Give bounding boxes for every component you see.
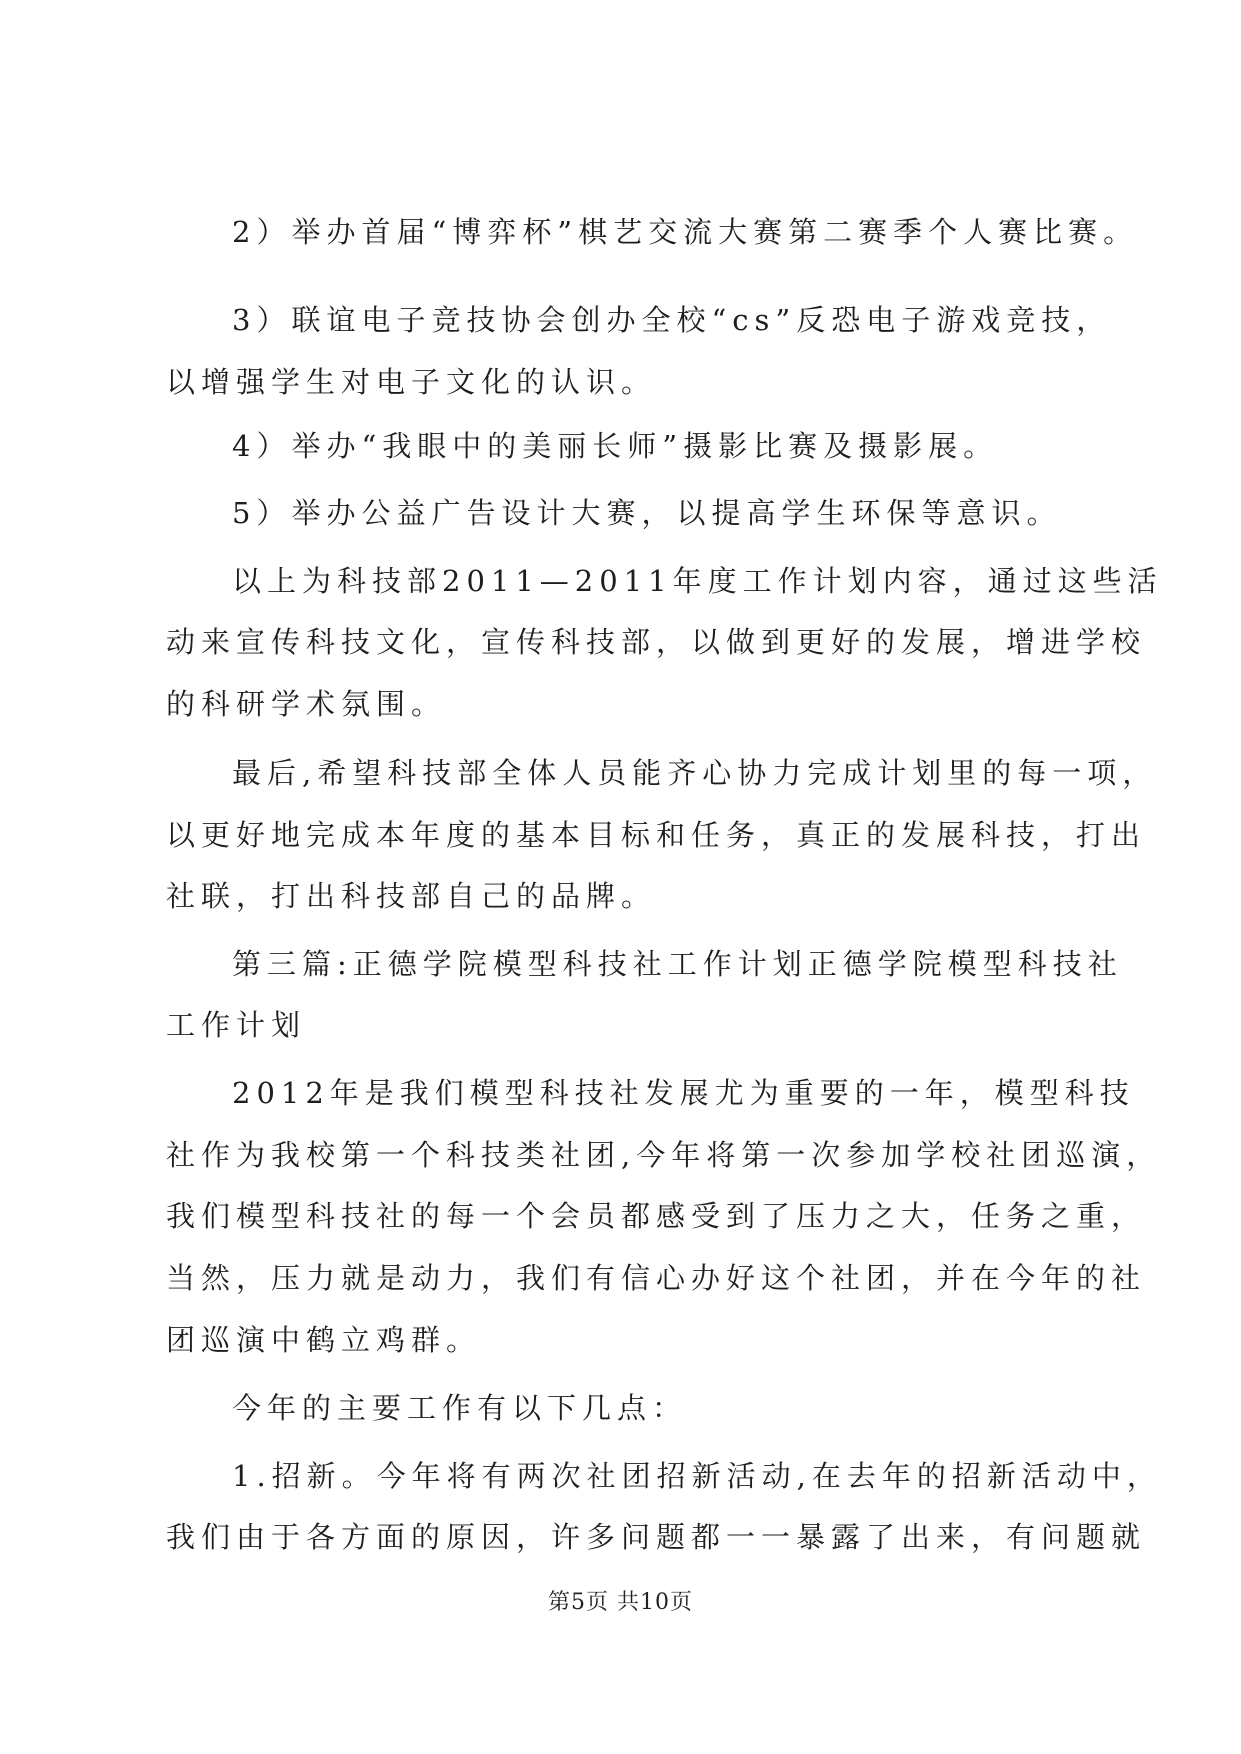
text-line: 当然，压力就是动力，我们有信心办好这个社团，并在今年的社 (166, 1261, 1147, 1295)
text-line: 团巡演中鹤立鸡群。 (166, 1323, 482, 1357)
text-line: 社作为我校第一个科技类社团,今年将第一次参加学校社团巡演， (166, 1138, 1162, 1172)
page-number-footer: 第5页 共10页 (548, 1590, 693, 1615)
text-line: 以上为科技部2011—2011年度工作计划内容，通过这些活 (232, 564, 1163, 598)
text-line: 4）举办“我眼中的美丽长师”摄影比赛及摄影展。 (232, 429, 999, 463)
text-line: 最后,希望科技部全体人员能齐心协力完成计划里的每一项， (232, 756, 1158, 790)
text-line: 工作计划 (166, 1008, 307, 1042)
text-line: 2012年是我们模型科技社发展尤为重要的一年，模型科技 (232, 1076, 1135, 1110)
text-line: 动来宣传科技文化，宣传科技部，以做到更好的发展，增进学校 (166, 625, 1147, 659)
text-line: 以增强学生对电子文化的认识。 (166, 365, 657, 399)
text-line: 1.招新。今年将有两次社团招新活动,在去年的招新活动中， (232, 1459, 1162, 1493)
text-line: 我们由于各方面的原因，许多问题都一一暴露了出来，有问题就 (166, 1520, 1147, 1554)
text-line: 的科研学术氛围。 (166, 687, 447, 721)
text-line: 3）联谊电子竞技协会创办全校“cs”反恐电子游戏竞技， (232, 303, 1112, 337)
text-line: 我们模型科技社的每一个会员都感受到了压力之大，任务之重， (166, 1199, 1147, 1233)
text-line: 2）举办首届“博弈杯”棋艺交流大赛第二赛季个人赛比赛。 (232, 215, 1139, 249)
text-line: 以更好地完成本年度的基本目标和任务，真正的发展科技，打出 (166, 818, 1147, 852)
text-line: 社联，打出科技部自己的品牌。 (166, 879, 657, 913)
text-line: 5）举办公益广告设计大赛，以提高学生环保等意识。 (232, 496, 1062, 530)
text-line: 第三篇:正德学院模型科技社工作计划正德学院模型科技社 (232, 947, 1123, 981)
text-line: 今年的主要工作有以下几点： (232, 1391, 688, 1425)
